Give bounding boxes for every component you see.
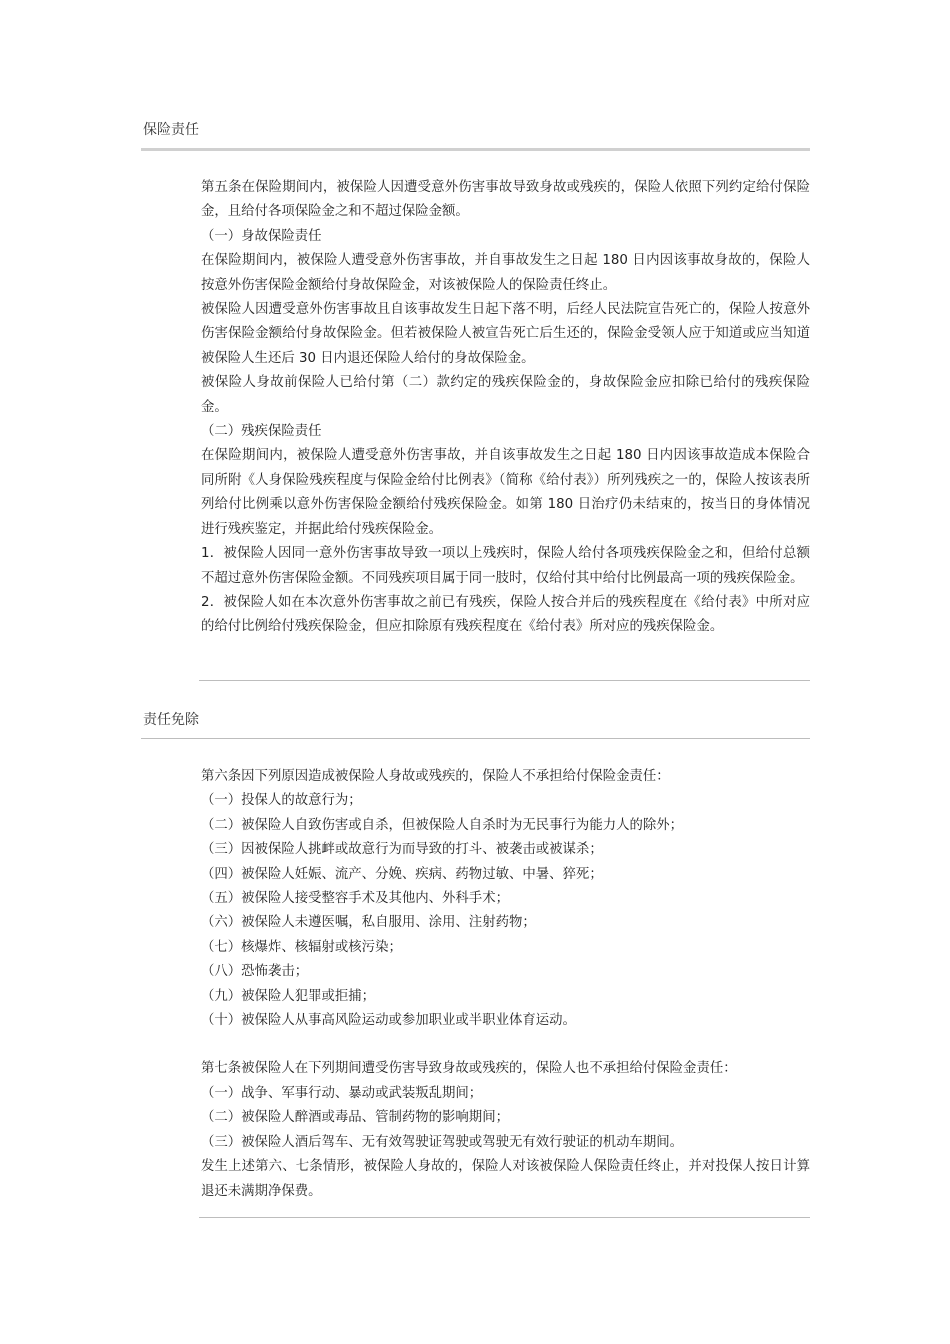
list-item: （九）被保险人犯罪或拒捕； <box>201 988 376 1004</box>
list-item: （十）被保险人从事高风险运动或参加职业或半职业体育运动。 <box>201 1013 576 1029</box>
article-7-intro: 第七条被保险人在下列期间遭受伤害导致身故或残疾的，保险人也不承担给付保险金责任： <box>201 1061 737 1077</box>
section-divider <box>141 148 810 151</box>
subheading-disability-benefit: （二）残疾保险责任 <box>201 424 322 440</box>
paragraph-preexisting-disability: 2．被保险人如在本次意外伤害事故之前已有残疾，保险人按合并后的残疾程度在《给付表》中所对应的给付比例给付残疾保险金，但应扣除原有残疾程度在《给付表》所对应的残疾保险金。 <box>201 594 810 635</box>
subheading-death-benefit: （一）身故保险责任 <box>201 228 322 244</box>
exclusions-body <box>201 765 810 1204</box>
coverage-body <box>201 176 810 640</box>
paragraph-termination-refund: 发生上述第六、七条情形，被保险人身故的，保险人对该被保险人保险责任终止，并对投保人按日计算退还未满期净保费。 <box>201 1159 810 1199</box>
list-item: （三）因被保险人挑衅或故意行为而导致的打斗、被袭击或被谋杀； <box>201 842 603 858</box>
list-item: （七）核爆炸、核辐射或核污染； <box>201 939 402 955</box>
block-divider <box>199 1217 810 1218</box>
list-item: （一）投保人的故意行为； <box>201 793 362 809</box>
list-item: （二）被保险人醉酒或毒品、管制药物的影响期间； <box>201 1110 509 1126</box>
paragraph-death-benefit: 在保险期间内，被保险人遭受意外伤害事故，并自事故发生之日起 180 日内因该事故身故的，保险人按意外伤害保险金额给付身故保险金，对该被保险人的保险责任终止。 <box>201 253 810 293</box>
paragraph-gap <box>201 1033 810 1057</box>
section-title-coverage: 保险责任 <box>143 122 199 138</box>
block-divider <box>199 680 810 681</box>
paragraph-disability-benefit: 在保险期间内，被保险人遭受意外伤害事故，并自该事故发生之日起 180 日内因该事故造成本保险合同所附《人身保险残疾程度与保险金给付比例表》（简称《给付表》）所列残疾之一的，保险人按该表所列给付比例乘以意外伤害保险金额给付残疾保险金。如第 180 日治疗仍未结束的，按当日的身体情况进行残疾鉴定，并据此给付残疾保险金。 <box>201 448 810 537</box>
list-item: （一）战争、军事行动、暴动或武装叛乱期间； <box>201 1085 483 1101</box>
list-item: （二）被保险人自致伤害或自杀，但被保险人自杀时为无民事行为能力人的除外； <box>201 817 684 833</box>
list-item: （五）被保险人接受整容手术及其他内、外科手术； <box>201 891 509 907</box>
paragraph-missing-person: 被保险人因遭受意外伤害事故且自该事故发生日起下落不明，后经人民法院宣告死亡的，保险人按意外伤害保险金额给付身故保险金。但若被保险人被宣告死亡后生还的，保险金受领人应于知道或应当知道被保险人生还后 30 日内退还保险人给付的身故保险金。 <box>201 302 810 366</box>
paragraph-multiple-disabilities: 1．被保险人因同一意外伤害事故导致一项以上残疾时，保险人给付各项残疾保险金之和，但给付总额不超过意外伤害保险金额。不同残疾项目属于同一肢时，仅给付其中给付比例最高一项的残疾保险金。 <box>201 546 810 586</box>
section-divider <box>141 738 810 739</box>
list-item: （八）恐怖袭击； <box>201 964 309 980</box>
list-item: （四）被保险人妊娠、流产、分娩、疾病、药物过敏、中暑、猝死； <box>201 866 603 882</box>
article-6-intro: 第六条因下列原因造成被保险人身故或残疾的，保险人不承担给付保险金责任： <box>201 769 670 784</box>
paragraph-deduction: 被保险人身故前保险人已给付第（二）款约定的残疾保险金的，身故保险金应扣除已给付的残疾保险金。 <box>201 375 810 415</box>
list-item: （六）被保险人未遵医嘱，私自服用、涂用、注射药物； <box>201 915 536 931</box>
article-5-intro: 第五条在保险期间内，被保险人因遭受意外伤害事故导致身故或残疾的，保险人依照下列约定给付保险金，且给付各项保险金之和不超过保险金额。 <box>201 180 810 220</box>
list-item: （三）被保险人酒后驾车、无有效驾驶证驾驶或驾驶无有效行驶证的机动车期间。 <box>201 1134 684 1150</box>
section-title-exclusions: 责任免除 <box>143 712 199 728</box>
